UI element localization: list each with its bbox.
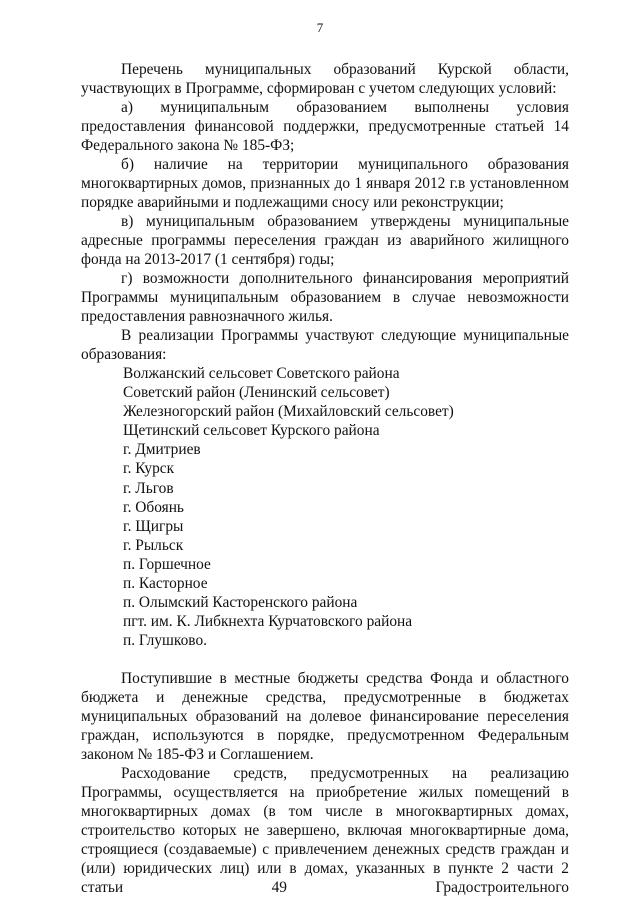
list-item: Железногорский район (Михайловский сельсовет) [123, 403, 454, 421]
list-item: г. Обоянь [123, 498, 184, 516]
list-item: п. Касторное [123, 575, 208, 593]
list-item: Щетинский сельсовет Курского района [123, 422, 380, 440]
list-item: Волжанский сельсовет Советского района [123, 365, 400, 382]
paragraph-condition-a: а) муниципальным образованием выполнены условия предоставления финансовой поддержки, предусмотренные статьей 14 Федерального закона № 185-ФЗ; [81, 99, 569, 154]
list-item: г. Курск [123, 460, 175, 478]
list-item: г. Рыльск [123, 536, 184, 554]
document-body [81, 60, 569, 897]
paragraph-participants-intro: В реализации Программы участвуют следующие муниципальные образования: [81, 327, 569, 363]
spacer [81, 650, 569, 669]
list-item: Советский район (Ленинский сельсовет) [123, 384, 390, 402]
page-number: 7 [316, 20, 324, 35]
paragraph-intro: Перечень муниципальных образований Курской области, участвующих в Программе, сформирован с учетом следующих условий: [81, 61, 569, 97]
paragraph-condition-d: г) возможности дополнительного финансирования мероприятий Программы муниципальным образованием в случае невозможности предоставления равнозначного жилья. [81, 270, 569, 325]
list-item: г. Дмитриев [123, 441, 201, 459]
paragraph-condition-b: б) наличие на территории муниципального образования многоквартирных домов, признанных до 1 января 2012 г.в установленном порядке аварийными и подлежащими сносу или реконструкции; [81, 156, 569, 211]
list-item: п. Глушково. [123, 632, 207, 650]
paragraph-spending: Расходование средств, предусмотренных на реализацию Программы, осуществляется на приобретение жилых помещений в многоквартирных домах (в том числе в многоквартирных домах, строительство которых не завершено, включая многоквартирные дома, строящиеся (создаваемые) с привлечением денежных средств граждан и (или) юридических лиц) или в домах, указанных в пункте 2 части 2 статьи 49 Градостроительного [81, 765, 569, 897]
municipality-list [81, 364, 569, 650]
paragraph-funds-usage: Поступившие в местные бюджеты средства Фонда и областного бюджета и денежные средства, предусмотренные в бюджетах муниципальных образований на долевое финансирование переселения граждан, используются в порядке, предусмотренном Федеральным законом № 185-ФЗ и Соглашением. [81, 670, 569, 764]
list-item: пгт. им. К. Либкнехта Курчатовского района [123, 613, 413, 631]
list-item: п. Горшечное [123, 555, 211, 573]
paragraph-condition-c: в) муниципальным образованием утверждены муниципальные адресные программы переселения граждан из аварийного жилищного фонда на 2013-2017 (1 сентября) годы; [81, 213, 569, 268]
list-item: г. Щигры [123, 517, 184, 535]
list-item: г. Льгов [123, 479, 174, 497]
list-item: п. Олымский Касторенского района [123, 594, 358, 612]
